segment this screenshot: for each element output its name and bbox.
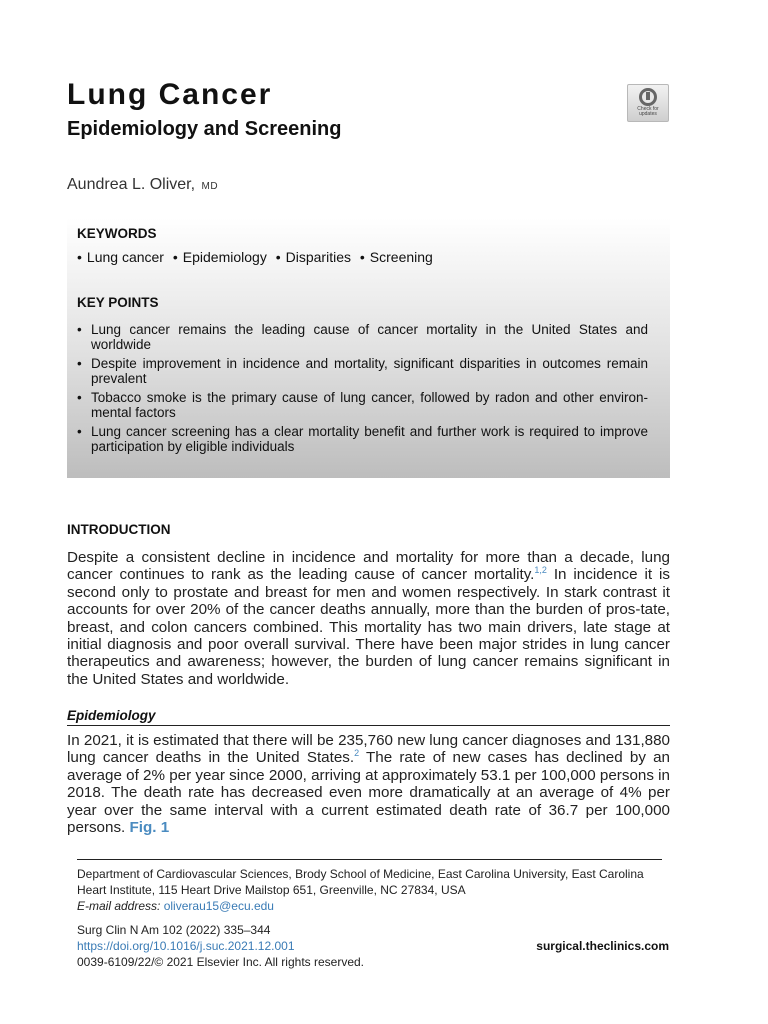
key-point-item: • Despite improvement in incidence and mortality, significant disparities in outcomes remain prevalent <box>77 356 648 386</box>
citation-ref[interactable]: 1,2 <box>534 565 547 576</box>
affiliation-text: Department of Cardiovascular Sciences, Brody School of Medicine, East Carolina University, East Carolina Heart Institute, 115 Heart Drive Mailstop 651, Greenville, NC 27834, USA <box>77 867 644 897</box>
keywords-heading: KEYWORDS <box>77 226 157 241</box>
doi-link[interactable]: https://doi.org/10.1016/j.suc.2021.12.001 <box>77 939 295 953</box>
keywords-list <box>77 249 438 265</box>
intro-text-b: In incidence it is second only to prostate and breast for men and women respectively. In stark contrast it accounts for over 20% of the cancer deaths annually, more than the burden of pros-tate, breast, and colon cancers combined. This mortality has two main drivers, late stage at initial diagnosis and poor overall survival. There have been major strides in lung cancer therapeutics and awareness; however, the burden of lung cancer remains significant in the United States and worldwide. <box>67 566 670 688</box>
introduction-heading: INTRODUCTION <box>67 522 171 537</box>
keyword-item: • Disparities <box>276 249 351 265</box>
key-point-item: • Lung cancer remains the leading cause of cancer mortality in the United States and worldwide <box>77 322 648 352</box>
article-subtitle: Epidemiology and Screening <box>67 118 342 140</box>
figure-link[interactable]: Fig. 1 <box>129 819 170 837</box>
intro-text-a: Despite a consistent decline in incidence and mortality for more than a decade, lung cancer continues to rank as the leading cause of cancer mortality. <box>67 549 670 584</box>
key-point-item: • Lung cancer screening has a clear mortality benefit and further work is required to improve participation by eligible individuals <box>77 424 648 454</box>
author-degree: MD <box>201 181 219 192</box>
check-for-updates-badge[interactable] <box>627 84 669 122</box>
citation-ref[interactable]: 2 <box>354 748 360 759</box>
epidemiology-heading: Epidemiology <box>67 708 670 726</box>
keywords-keypoints-box <box>67 218 670 478</box>
keyword-item: • Epidemiology <box>173 249 267 265</box>
epi-text-b: The rate of new cases has declined by an average of 2% per year since 2000, arriving at approximately 53.1 per 100,000 persons in 2018. The death rate has decreased even more dramatically at an average of 4% per year over the same interval with a current estimated death rate of 36.7 per 100,000 persons. <box>67 749 670 837</box>
copyright-line: 0039-6109/22/© 2021 Elsevier Inc. All rights reserved. <box>77 955 365 969</box>
check-updates-label: Check for updates <box>637 106 659 117</box>
key-points-heading: KEY POINTS <box>77 295 159 310</box>
journal-site-link[interactable]: surgical.theclinics.com <box>536 939 669 953</box>
citation-block <box>77 922 669 970</box>
journal-citation: Surg Clin N Am 102 (2022) 335–344 <box>77 923 271 937</box>
key-point-item: • Tobacco smoke is the primary cause of lung cancer, followed by radon and other environ-mental factors <box>77 390 648 420</box>
author-name: Aundrea L. Oliver, <box>67 176 196 193</box>
keyword-item: • Lung cancer <box>77 249 164 265</box>
key-points-list <box>77 322 648 458</box>
email-link[interactable]: oliverau15@ecu.edu <box>163 899 274 913</box>
author-line <box>67 176 218 194</box>
epidemiology-paragraph <box>67 732 670 836</box>
affiliation-footnote <box>77 859 662 914</box>
introduction-paragraph <box>67 549 670 688</box>
email-label: E-mail address: <box>77 899 161 913</box>
keyword-item: • Screening <box>360 249 433 265</box>
article-title: Lung Cancer <box>67 78 273 111</box>
check-updates-icon <box>639 88 657 106</box>
epi-text-a: In 2021, it is estimated that there will be 235,760 new lung cancer diagnoses and 131,880 lung cancer deaths in the United States. <box>67 732 670 767</box>
